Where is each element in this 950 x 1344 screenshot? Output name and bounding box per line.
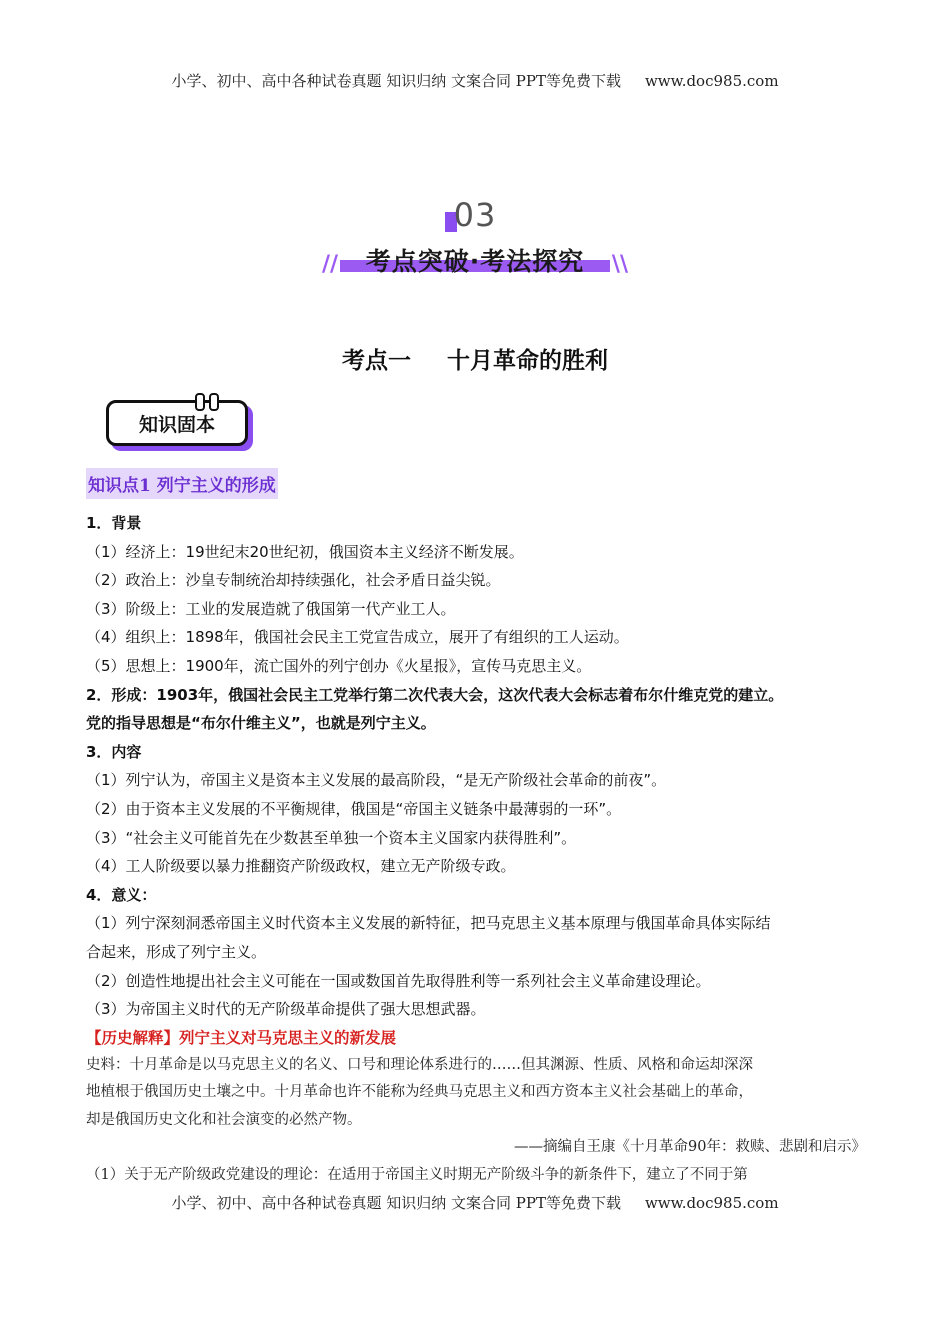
text-line: 合起来，形成了列宁主义。 — [86, 942, 267, 961]
knowledge-badge — [106, 400, 248, 446]
banner-slash-right-icon: \\ — [611, 252, 628, 277]
banner-slash-left-icon: // — [322, 252, 339, 277]
header-site[interactable]: www.doc985.com — [644, 72, 779, 90]
material-line: 却是俄国历史文化和社会演变的必然产物。 — [86, 1111, 362, 1128]
text-line: 3．内容 — [86, 742, 142, 761]
text-line: 党的指导思想是“布尔什维主义”，也就是列宁主义。 — [86, 714, 436, 733]
knowledge-point-heading: 知识点1 列宁主义的形成 — [86, 468, 278, 499]
section-number-text: 03 — [453, 196, 497, 234]
text-line: （2）创造性地提出社会主义可能在一国或数国首先取得胜利等一系列社会主义革命建设理论。 — [86, 971, 711, 990]
footer-text: 小学、初中、高中各种试卷真题 知识归纳 文案合同 PPT等免费下载 — [171, 1194, 621, 1212]
history-material — [86, 1052, 866, 1135]
topic-name: 十月革命的胜利 — [447, 348, 608, 374]
history-explanation-title: 【历史解释】列宁主义对马克思主义的新发展 — [86, 1028, 397, 1047]
text-line: （3）阶级上：工业的发展造就了俄国第一代产业工人。 — [86, 599, 456, 618]
material-line: 史料：十月革命是以马克思主义的名义、口号和理论体系进行的……但其渊源、性质、风格和命运却深深 — [86, 1056, 753, 1073]
text-line: （1）列宁认为，帝国主义是资本主义发展的最高阶段，“是无产阶级社会革命的前夜”。 — [86, 771, 667, 790]
footer-site[interactable]: www.doc985.com — [644, 1194, 779, 1212]
material-source: ——摘编自王康《十月革命90年：救赎、悲剧和启示》 — [514, 1139, 866, 1156]
text-line: （2）由于资本主义发展的不平衡规律，俄国是“帝国主义链条中最薄弱的一环”。 — [86, 799, 622, 818]
main-content — [86, 468, 866, 1189]
text-line: （3）“社会主义可能首先在少数甚至单独一个资本主义国家内获得胜利”。 — [86, 828, 577, 847]
badge-label: 知识固本 — [138, 414, 215, 436]
text-line: （4）工人阶级要以暴力推翻资产阶级政权，建立无产阶级专政。 — [86, 857, 516, 876]
banner-title: 考点突破·考法探究 — [365, 247, 585, 276]
material-line: 地植根于俄国历史土壤之中。十月革命也许不能称为经典马克思主义和西方资本主义社会基础上的革命， — [86, 1084, 753, 1101]
text-line: （5）思想上：1900年，流亡国外的列宁创办《火星报》，宣传马克思主义。 — [86, 656, 592, 675]
page-footer — [0, 1192, 950, 1213]
section-number — [0, 196, 950, 234]
text-line: （1）列宁深刻洞悉帝国主义时代资本主义发展的新特征，把马克思主义基本原理与俄国革命具体实际结 — [86, 914, 771, 933]
topic-title — [0, 342, 950, 375]
binder-ring-icon — [195, 393, 205, 411]
topic-label: 考点一 — [342, 348, 411, 374]
text-line: （4）组织上：1898年，俄国社会民主工党宣告成立，展开了有组织的工人运动。 — [86, 628, 629, 647]
knowledge-lines — [86, 509, 866, 1024]
text-line: 1．背景 — [86, 514, 142, 532]
section-banner — [322, 240, 628, 276]
text-line: （3）为帝国主义时代的无产阶级革命提供了强大思想武器。 — [86, 1000, 486, 1019]
text-line: 2．形成：1903年，俄国社会民主工党举行第二次代表大会，这次代表大会标志着布尔什维克党的建立。 — [86, 685, 784, 704]
theory-point-1: （1）关于无产阶级政党建设的理论：在适用于帝国主义时期无产阶级斗争的新条件下，建立了不同于第 — [86, 1166, 748, 1183]
binder-ring-icon — [209, 393, 219, 411]
text-line: （1）经济上：19世纪末20世纪初，俄国资本主义经济不断发展。 — [86, 542, 524, 561]
text-line: 4．意义： — [86, 885, 157, 904]
header-text: 小学、初中、高中各种试卷真题 知识归纳 文案合同 PPT等免费下载 — [171, 72, 621, 90]
page-header — [0, 70, 950, 91]
text-line: （2）政治上：沙皇专制统治却持续强化，社会矛盾日益尖锐。 — [86, 571, 501, 590]
